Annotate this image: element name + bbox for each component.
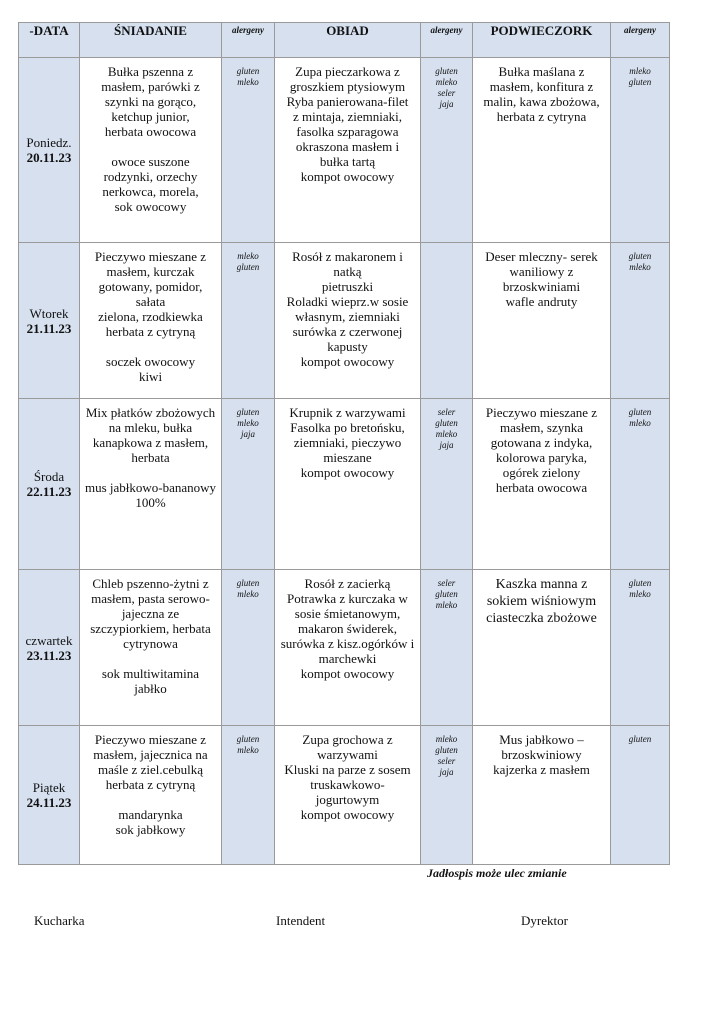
day-row (19, 570, 670, 726)
day-cell (19, 58, 80, 243)
lunch-line: kompot owocowy (300, 807, 395, 822)
lunch-line: groszkiem ptysiowym (289, 79, 406, 94)
lunch-allergens-cell (421, 243, 473, 399)
lunch-line: Kluski na parze z sosem (284, 762, 411, 777)
breakfast-line: mus jabłkowo-bananowy (84, 480, 217, 495)
lunch-line: bułka tartą (319, 154, 376, 169)
snack-line: masłem, szynka (499, 420, 584, 435)
allergen-item: mleko (629, 418, 651, 428)
allergen-item: mleko (435, 600, 458, 610)
allergen-item: jaja (439, 440, 454, 450)
snack-line: sokiem wiśniowym (486, 594, 597, 609)
snack-line: Mus jabłkowo – (499, 732, 584, 747)
signature-director: Dyrektor (521, 913, 568, 928)
allergen-item: gluten (628, 734, 652, 744)
breakfast-cell (80, 570, 222, 726)
day-cell (19, 570, 80, 726)
lunch-cell (275, 58, 421, 243)
snack-line: Kaszka manna z (495, 577, 588, 592)
snack-line: ogórek zielony (502, 465, 581, 480)
lunch-line: kapusty (327, 339, 368, 354)
breakfast-line: mandarynka (118, 807, 183, 822)
breakfast-line: owoce suszone (111, 154, 190, 169)
breakfast-line: kiwi (138, 369, 163, 384)
breakfast-line: sok jabłkowy (115, 822, 186, 837)
spacer (84, 339, 217, 354)
day-date: 20.11.23 (26, 150, 72, 165)
day-name: Środa (33, 469, 65, 484)
breakfast-cell (80, 399, 222, 570)
snack-line: kolorowa paryka, (496, 450, 587, 465)
allergen-item: gluten (236, 262, 260, 272)
lunch-line: marchewki (318, 651, 377, 666)
breakfast-allergens-cell (222, 58, 275, 243)
breakfast-line: szynki na gorąco, (104, 94, 197, 109)
lunch-line: Roladki wieprz.w sosie (286, 294, 409, 309)
day-row (19, 58, 670, 243)
snack-line: kajzerka z masłem (493, 762, 590, 777)
allergen-item: jaja (240, 429, 255, 439)
breakfast-line: Bułka pszenna z (107, 64, 194, 79)
allergen-item: jaja (439, 767, 454, 777)
lunch-cell (275, 399, 421, 570)
menu-change-note: Jadłospis może ulec zmianie (427, 866, 567, 880)
allergen-item: mleko (237, 77, 259, 87)
menu-body (19, 58, 670, 865)
day-cell (19, 243, 80, 399)
snack-line: masłem, konfitura z (489, 79, 594, 94)
day-name: czwartek (25, 632, 73, 648)
lunch-line: surówka z czerwonej (292, 324, 403, 339)
allergen-item: mleko (435, 734, 458, 744)
allergen-item: seler (437, 578, 456, 588)
allergen-item: gluten (236, 578, 260, 588)
allergen-item: gluten (435, 66, 458, 76)
breakfast-allergens-cell (222, 570, 275, 726)
breakfast-line: gotowany, pomidor, sałata (98, 279, 203, 309)
allergen-item: gluten (236, 66, 260, 76)
spacer (84, 792, 217, 807)
lunch-line: kompot owocowy (300, 169, 395, 184)
day-date: 21.11.23 (26, 320, 72, 336)
header-allergens-breakfast: alergeny (222, 23, 275, 58)
breakfast-line: 100% (135, 495, 166, 510)
snack-cell (473, 58, 611, 243)
breakfast-cell (80, 726, 222, 865)
breakfast-line: jabłko (134, 681, 167, 696)
breakfast-line: kanapkowa z masłem, (92, 435, 209, 450)
header-row (19, 23, 670, 58)
lunch-line: Zupa grochowa z (302, 732, 393, 747)
lunch-cell (275, 243, 421, 399)
snack-allergens-cell (611, 726, 670, 865)
menu-table (18, 22, 670, 865)
day-row (19, 726, 670, 865)
breakfast-line: ketchup junior, (111, 109, 190, 124)
allergen-item: seler (437, 407, 456, 417)
lunch-line: Zupa pieczarkowa z (295, 64, 400, 79)
breakfast-line: herbata z cytryną (105, 777, 196, 792)
snack-line: ciasteczka zbożowe (486, 611, 597, 626)
lunch-line: kompot owocowy (300, 465, 395, 480)
breakfast-cell (80, 243, 222, 399)
snack-line: herbata z cytryna (496, 109, 587, 124)
breakfast-line: zielona, rzodkiewka (98, 309, 203, 324)
header-date: -DATA (19, 23, 80, 58)
allergen-item: mleko (237, 589, 259, 599)
day-cell (19, 399, 80, 570)
header-snack: PODWIECZORK (473, 23, 611, 58)
day-row (19, 399, 670, 570)
header-lunch: OBIAD (275, 23, 421, 58)
lunch-line: surówka z kisz.ogórków i (280, 636, 415, 651)
snack-allergens-cell (611, 243, 670, 399)
snack-line: Pieczywo mieszane z (485, 405, 598, 420)
breakfast-line: Pieczywo mieszane z (94, 249, 207, 264)
snack-line: brzoskwiniowy (501, 747, 582, 762)
lunch-line: Ryba panierowana-filet (286, 94, 409, 109)
lunch-allergens-cell (421, 570, 473, 726)
allergen-item: gluten (236, 734, 260, 744)
snack-line: Deser mleczny- serek (485, 249, 598, 264)
snack-line: gotowana z indyka, (490, 435, 593, 450)
breakfast-line: soczek owocowy (105, 354, 196, 369)
lunch-line: z mintaja, ziemniaki, (292, 109, 402, 124)
lunch-line: Rosół z makaronem i natką (292, 249, 403, 279)
allergen-item: mleko (237, 745, 259, 755)
allergen-item: jaja (439, 99, 454, 109)
allergen-item: gluten (628, 251, 652, 261)
breakfast-line: na mleku, bułka (108, 420, 193, 435)
breakfast-line: masłem, jajecznica na (93, 747, 208, 762)
lunch-allergens-cell (421, 726, 473, 865)
day-name: Piątek (32, 780, 66, 795)
breakfast-line: cytrynowa (123, 636, 178, 651)
breakfast-line: sok owocowy (114, 199, 187, 214)
allergen-item: gluten (628, 407, 652, 417)
allergen-item: gluten (435, 745, 458, 755)
day-date: 22.11.23 (26, 484, 72, 499)
breakfast-allergens-cell (222, 726, 275, 865)
header-allergens-lunch: alergeny (421, 23, 473, 58)
breakfast-line: masłem, parówki z (101, 79, 200, 94)
breakfast-line: masłem, kurczak (106, 264, 195, 279)
breakfast-line: herbata owocowa (104, 124, 197, 139)
snack-allergens-cell (611, 58, 670, 243)
allergen-item: mleko (435, 429, 458, 439)
breakfast-line: herbata z cytryną (105, 324, 196, 339)
snack-cell (473, 570, 611, 726)
allergen-item: mleko (237, 251, 259, 261)
header-allergens-snack: alergeny (611, 23, 670, 58)
breakfast-line: maśle z ziel.cebulką (97, 762, 204, 777)
lunch-line: warzywami (317, 747, 378, 762)
allergen-item: gluten (435, 418, 458, 428)
snack-cell (473, 726, 611, 865)
day-name: Wtorek (29, 305, 69, 321)
breakfast-line: Mix płatków zbożowych (85, 405, 216, 420)
lunch-line: kompot owocowy (300, 666, 395, 681)
lunch-cell (275, 726, 421, 865)
allergen-item: gluten (628, 77, 652, 87)
snack-line: malin, kawa zbożowa, (483, 94, 600, 109)
allergen-item: mleko (629, 589, 651, 599)
breakfast-line: Pieczywo mieszane z (94, 732, 207, 747)
signature-steward: Intendent (276, 913, 326, 928)
breakfast-line: jajeczna ze (121, 606, 180, 621)
breakfast-line: herbata (131, 450, 170, 465)
allergen-item: mleko (629, 66, 651, 76)
breakfast-line: Chleb pszenno-żytni z (92, 576, 209, 591)
lunch-line: Rosół z zacierką (304, 576, 391, 591)
snack-line: brzoskwiniami (502, 279, 581, 294)
day-date: 23.11.23 (26, 647, 72, 663)
allergen-item: seler (437, 756, 456, 766)
allergen-item: seler (437, 88, 456, 98)
breakfast-line: rodzynki, orzechy (103, 169, 198, 184)
allergen-item: gluten (236, 407, 260, 417)
day-row (19, 243, 670, 399)
allergen-item: mleko (237, 418, 259, 428)
snack-line: Bułka maślana z (498, 64, 585, 79)
lunch-line: własnym, ziemniaki (295, 309, 400, 324)
breakfast-line: masłem, pasta serowo- (91, 591, 210, 606)
spacer (84, 651, 217, 666)
breakfast-line: sok multiwitamina (101, 666, 200, 681)
lunch-line: Krupnik z warzywami (289, 405, 406, 420)
header-breakfast: ŚNIADANIE (80, 23, 222, 58)
day-name: Poniedz. (26, 135, 72, 150)
breakfast-allergens-cell (222, 243, 275, 399)
lunch-line: sosie śmietanowym, (294, 606, 401, 621)
breakfast-allergens-cell (222, 399, 275, 570)
snack-line: herbata owocowa (495, 480, 588, 495)
lunch-line: Potrawka z kurczaka w (287, 591, 408, 606)
snack-line: waniliowy z (509, 264, 574, 279)
allergen-item: gluten (628, 578, 652, 588)
lunch-line: Fasolka po bretońsku, (290, 420, 405, 435)
lunch-line: mieszane (323, 450, 372, 465)
lunch-line: fasolka szparagowa (296, 124, 399, 139)
day-cell (19, 726, 80, 865)
lunch-line: makaron świderek, (298, 621, 397, 636)
spacer (84, 139, 217, 154)
lunch-allergens-cell (421, 58, 473, 243)
day-date: 24.11.23 (26, 795, 72, 810)
lunch-line: truskawkowo-jogurtowym (310, 777, 385, 807)
lunch-line: pietruszki (321, 279, 374, 294)
lunch-line: ziemniaki, pieczywo (293, 435, 402, 450)
allergen-item: mleko (435, 77, 458, 87)
lunch-allergens-cell (421, 399, 473, 570)
allergen-item: mleko (629, 262, 651, 272)
snack-line: wafle andruty (505, 294, 578, 309)
snack-allergens-cell (611, 399, 670, 570)
snack-cell (473, 243, 611, 399)
signature-cook: Kucharka (34, 913, 85, 928)
spacer (84, 465, 217, 480)
snack-cell (473, 399, 611, 570)
breakfast-line: szczypiorkiem, herbata (90, 621, 211, 636)
breakfast-cell (80, 58, 222, 243)
breakfast-line: nerkowca, morela, (102, 184, 199, 199)
lunch-cell (275, 570, 421, 726)
lunch-line: kompot owocowy (300, 354, 395, 369)
snack-allergens-cell (611, 570, 670, 726)
lunch-line: okraszona masłem i (295, 139, 400, 154)
allergen-item: gluten (435, 589, 458, 599)
